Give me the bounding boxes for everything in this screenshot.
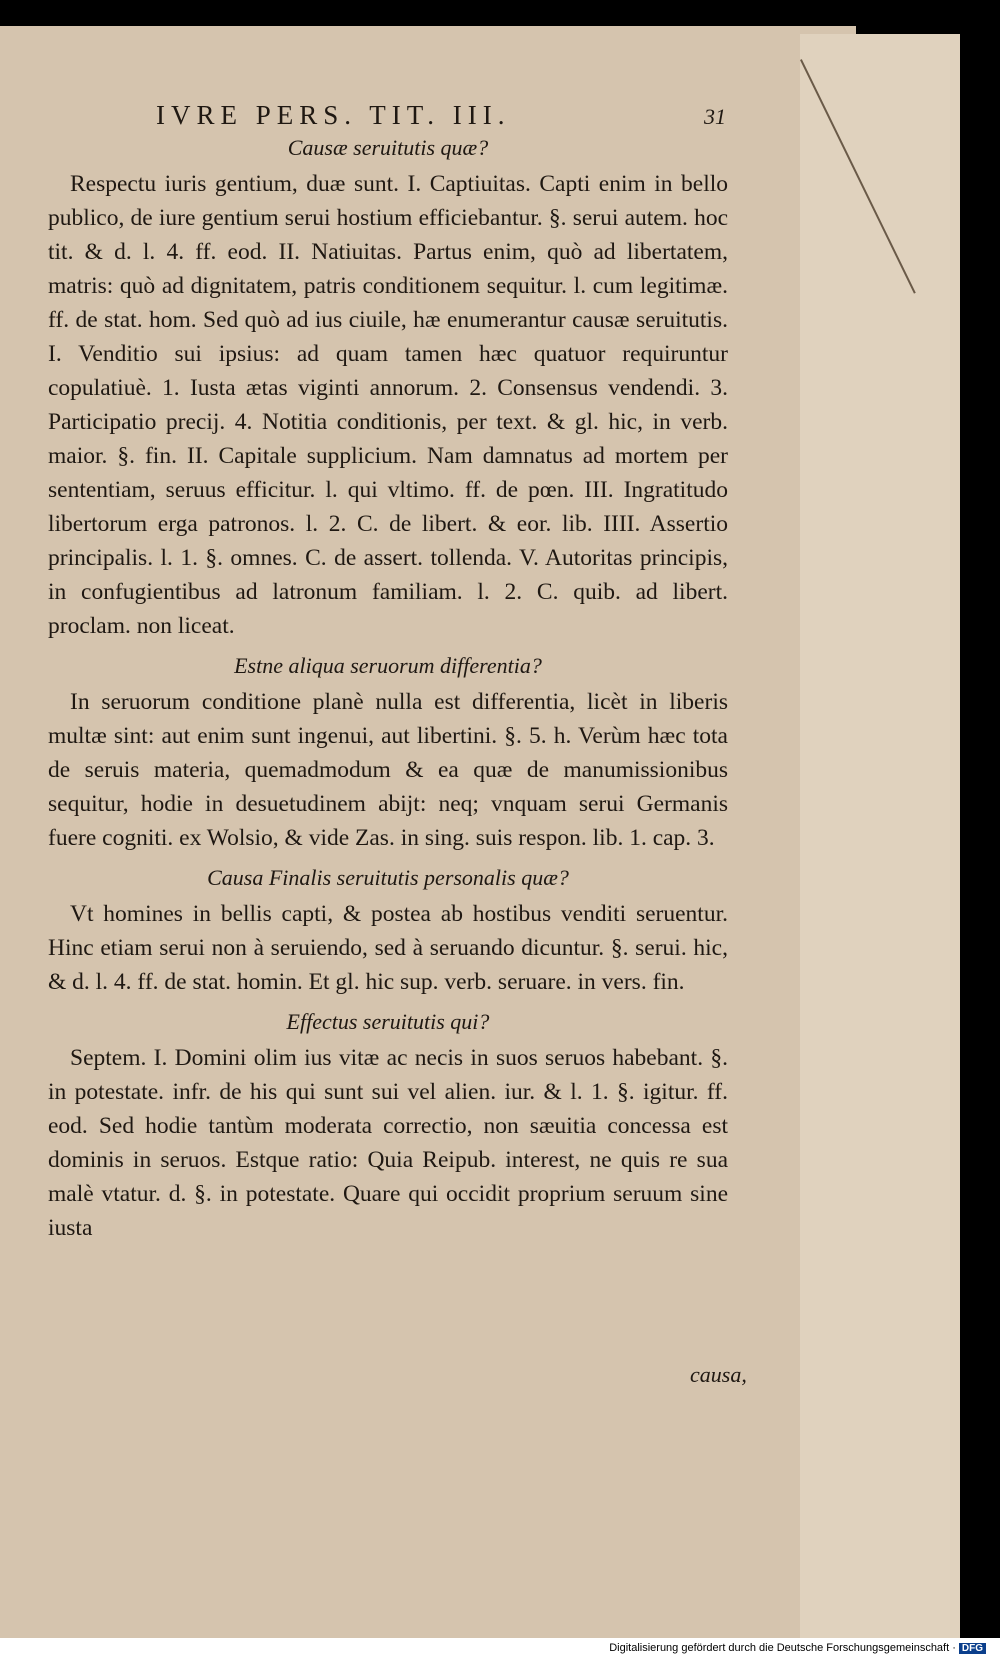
running-title: IVRE PERS. TIT. III. [156,100,511,130]
section-finalis [48,865,728,999]
page-content [48,100,728,1245]
section-effectus [48,1009,728,1245]
digitization-footer [609,1642,986,1654]
section-causae [48,135,728,643]
footer-text: Digitalisierung gefördert durch die Deutsche Forschungsgemeinschaft · [609,1642,956,1654]
running-header [156,100,726,131]
section-question: Causæ seruitutis quæ? [287,135,489,160]
section-question: Causa Finalis seruitutis personalis quæ? [207,865,569,890]
section-paragraph: Septem. I. Domini olim ius vitæ ac necis in suos seruos habebant. §. in potestate. infr. de his qui sunt sui vel alien. iur. & l. 1. §. igitur. ff. eod. Sed hodie tantùm moderata correctio, non sæuitia concessa est dominis in seruos. Estque ratio: Quia Reipub. interest, ne quis re sua malè vtatur. d. §. in potestate. Quare qui occidit proprium seruum sine iusta [48,1045,728,1241]
section-paragraph: Vt homines in bellis capti, & postea ab hostibus venditi seruentur. Hinc etiam serui non à seruiendo, sed à seruando dicuntur. §. serui. hic, & d. l. 4. ff. de stat. homin. Et gl. hic sup. verb. seruare. in vers. fin. [48,901,728,995]
section-question: Estne aliqua seruorum differentia? [234,653,542,678]
section-question: Effectus seruitutis qui? [286,1009,490,1034]
section-paragraph: In seruorum conditione planè nulla est differentia, licèt in liberis multæ sint: aut enim sunt ingenui, aut libertini. §. 5. h. Verùm hæc tota de seruis materia, quemadmodum & ea quæ de manumissionibus sequitur, hodie in desuetudinem abijt: neq; vnquam serui Germanis fuere cogniti. ex Wolsio, & vide Zas. in sing. suis respon. lib. 1. cap. 3. [48,689,728,851]
dfg-logo: DFG [959,1643,986,1654]
folio-number: 31 [704,104,726,129]
section-differentia [48,653,728,855]
section-paragraph: Respectu iuris gentium, duæ sunt. I. Captiuitas. Capti enim in bello publico, de iure gentium serui hostium efficiebantur. §. serui autem. hoc tit. & d. l. 4. ff. eod. II. Natiuitas. Partus enim, quò ad libertatem, matris: quò ad dignitatem, patris conditionem sequitur. l. cum legitimæ. ff. de stat. hom. Sed quò ad ius ciuile, hæ enumerantur causæ seruitutis. I. Venditio sui ipsius: ad quam tamen hæc quatuor requiruntur copulatiuè. 1. Iusta ætas viginti annorum. 2. Consensus vendendi. 3. Participatio precij. 4. Notitia conditionis, per text. & gl. hic, in verb. maior. §. fin. II. Capitale supplicium. Nam damnatus ad mortem per sententiam, seruus efficitur. l. qui vltimo. ff. de pœn. III. Ingratitudo libertorum erga patronos. l. 2. C. de libert. & eor. lib. IIII. Assertio principalis. l. 1. §. omnes. C. de assert. tollenda. V. Autoritas principis, in confugientibus ad latronum familiam. l. 2. C. quib. ad libert. proclam. non liceat. [48,171,728,639]
page-fold-area [800,34,960,1638]
catchword: causa, [690,1362,747,1387]
